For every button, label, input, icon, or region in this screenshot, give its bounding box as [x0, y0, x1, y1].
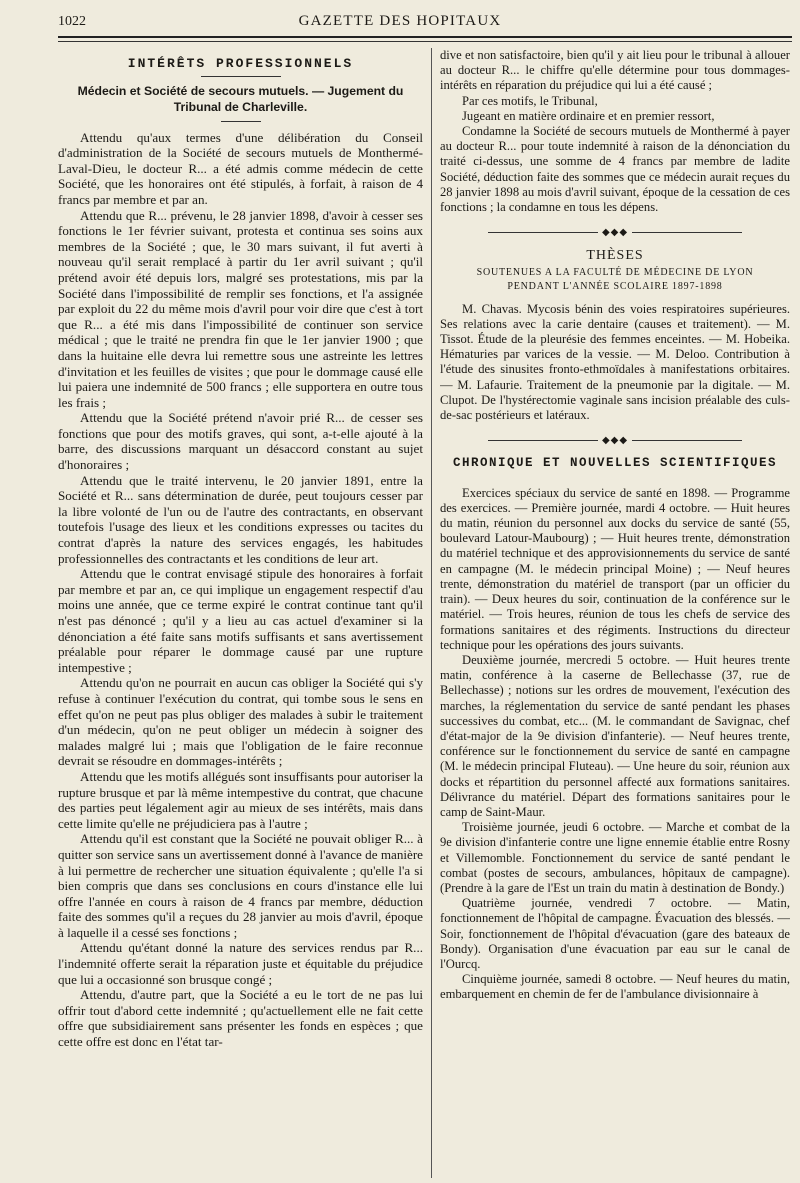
ornament-divider: ◆◆◆	[440, 225, 790, 240]
paragraph: Jugeant en matière ordinaire et en premier ressort,	[462, 108, 715, 123]
paragraph: dive et non satisfactoire, bien qu'il y ait lieu pour le tribunal à allouer au docteur R... le chiffre qu'elle détermine pour tous dommages-intérêts en réparation du préjudice qui lui a été causé ;	[440, 48, 790, 93]
article-subtitle: Médecin et Société de secours mutuels. — Jugement du Tribunal de Charleville.	[77, 83, 404, 114]
chronique-paragraph: Exercices spéciaux du service de santé en 1898. — Programme des exercices. — Première journée, mardi 4 octobre. — Huit heures du matin, réunion du personnel aux docks du service de santé (55, boulevard Latour-Maubourg) ; — Huit heures trente, démonstration du matériel technique et des approvisionnements du service de santé en campagne (M. le médecin principal Moine) ; — Neuf heures trente, démonstration du matériel de transport (par un officier du train). — Deux heures du soir, continuation de la conférence sur le matériel. — Trois heures, réunion de tous les chefs de service des formations sanitaires et des régiments. Instructions du directeur technique pour les opérations des jours suivants.	[440, 485, 790, 652]
chronique-title: CHRONIQUE ET NOUVELLES SCIENTIFIQUES	[452, 456, 778, 471]
theses-subtitle	[440, 266, 790, 294]
paragraph: Attendu que le contrat envisagé stipule des honoraires à forfait par membre et par an, ce qui implique un engagement respectif d'au moins une année, que ce terme expiré le contrat continue tant qu'il n'est pas dénoncé ; qu'il y a lieu au cas actuel d'examiner si la dénonciation a été faite sans motifs suffisants et sans avertissement préalable pour réparer le dommage causé par une rupture intempestive ;	[58, 566, 423, 675]
paragraph: Attendu que le traité intervenu, le 20 janvier 1891, entre la Société et R... sans détermination de durée, peut toujours cesser par la libre volonté de l'un ou de l'autre des contractants, en observant toutefois l'usage des lieux et les conditions expresses ou tacites du contrat d'après la nature des services engagés, les habitudes professionnelles des contractants et les conditions de leur art.	[58, 472, 423, 566]
section-title: INTÉRÊTS PROFESSIONNELS	[127, 56, 354, 71]
paragraph: Attendu que R... prévenu, le 28 janvier 1898, d'avoir à cesser ses fonctions le 1er février suivant, protesta et continua ses soins aux membres de la Société ; que, le 30 mars suivant, il fut averti à nouveau qu'il serait remplacé à partir du 1er avril suivant ; qu'il prétend avoir été depuis lors, malgré ses protestations, mis par la Société dans l'impossibilité de remplir ses fonctions, et l'a assignée par exploit du 22 du même mois d'avril pour voir dire que c'est à tort que R... a été mis dans l'impossibilité de continuer son service médical ; que le traité ne prendra fin que le 1er janvier 1900 ; que dans la huitaine elle devra lui remettre sous une astreinte les lettres d'invitation et les feuilles de visites ; que pour le dommage causé elle lui paiera une indemnité de 500 francs ; elle supportera en outre tous les frais ;	[58, 207, 423, 410]
theses-list: M. Chavas. Mycosis bénin des voies respiratoires supérieures. Ses relations avec la carie dentaire (causes et traitement). — M. Tissot. Étude de la pleurésie des femmes enceintes. — M. Hobeika. Hématuries par varices de la vessie. — M. Deloo. Contribution à l'étude des sinusites fronto-ethmoïdales à manifestations orbitaires. — M. Lafaurie. Traitement de la pneumonie par la digitale. — M. Clupot. De l'hystérectomie vaginale sans incision préalable des culs-de-sac postérieurs et latéraux.	[440, 301, 790, 423]
chronique-paragraph: Troisième journée, jeudi 6 octobre. — Marche et combat de la 9e division d'infanterie contre une ligne ennemie établie entre Rosny et Villemomble. Fonctionnement du service de santé pendant le combat (postes de secours, ambulances, hôpitaux de campagne). (Prendre à la gare de l'Est un train du matin à destination de Bondy.)	[440, 820, 790, 895]
header-rule	[58, 36, 792, 38]
journal-title: GAZETTE DES HOPITAUX	[298, 13, 502, 29]
chronique-paragraph: Deuxième journée, mercredi 5 octobre. — Huit heures trente matin, conférence à la caserne de Bellechasse (37, rue de Bellechasse) ; notions sur les ordres de mouvement, l'exécution des marches, la réglementation du service de santé pendant les phases successives du combat, etc... (M. le commandant de Savignac, chef d'état-major de la 9e division d'infanterie). — Neuf heures trente, conférence sur le fonctionnement du service de santé en campagne (M. le médecin principal Fluteau). — Une heure du soir, réunion aux docks et répartition du personnel affecté aux formations sanitaires. Délivrance du matériel. Départ des formations sanitaires pour le camp de Saint-Maur.	[440, 652, 790, 819]
header-rule-thin	[58, 41, 792, 42]
paragraph: Attendu qu'aux termes d'une délibération du Conseil d'administration de la Société de secours mutuels de Monthermé-Laval-Dieu, le docteur R... a été admis comme médecin de cette Société, que les honoraires ont été stipulés, à forfait, à raison de 4 francs par membre et par an.	[58, 129, 423, 207]
chronique-body	[440, 486, 790, 1003]
theses-subtitle-line: PENDANT L'ANNÉE SCOLAIRE 1897-1898	[507, 280, 723, 292]
chronique-paragraph: Quatrième journée, vendredi 7 octobre. — Matin, fonctionnement de l'hôpital de campagne. Évacuation des blessés. — Soir, fonctionnement de l'hôpital d'évacuation (gare des bateaux de Bondy). Organisation d'une évacuation par eau sur le canal de l'Ourcq.	[440, 896, 790, 971]
separator	[221, 121, 261, 122]
right-column	[440, 48, 790, 1178]
paragraph: Attendu, d'autre part, que la Société a eu le tort de ne pas lui offrir tout d'abord cette indemnité ; qu'actuellement elle ne fait cette offre que subsidiairement sans présenter les fonds en espèces ; que cette offre est donc en l'état tar-	[58, 987, 423, 1050]
page-number: 1022	[58, 14, 86, 29]
paragraph: Condamne la Société de secours mutuels de Monthermé à payer au docteur R... pour toute indemnité à raison de la dénonciation du traité ci-dessus, une somme de 4 francs par membre de ladite Société, déduction faite des sommes que ce médecin aurait reçues du 28 janvier 1898 au mois d'avril suivant, époque de la cessation de ces fonctions ; la condamne en tous les dépens.	[440, 124, 790, 215]
paragraph: Par ces motifs, le Tribunal,	[462, 93, 598, 108]
theses-title: THÈSES	[586, 248, 644, 264]
paragraph: Attendu que la Société prétend n'avoir prié R... de cesser ses fonctions que pour des motifs graves, qui sont, a-t-elle ajouté à la barre, des discussions marquant un désaccord constant au sujet d'honoraires ;	[58, 410, 423, 473]
chronique-paragraph: Cinquième journée, samedi 8 octobre. — Neuf heures du matin, embarquement en chemin de fer de l'ambulance divisionnaire à	[440, 972, 790, 1002]
separator	[201, 76, 281, 77]
paragraph: Attendu qu'on ne pourrait en aucun cas obliger la Société qui s'y refuse à continuer l'exécution du contrat, qui tombe sous le sens en effet qu'on ne peut pas plus obliger des malades à subir le traitement d'un médecin, qu'on ne peut obliger un médecin à soigner des malades malgré lui ; mais que l'obligation de le faire reconnue devrait se résoudre en dommages-intérêts ;	[58, 675, 423, 769]
theses-subtitle-line: SOUTENUES A LA FACULTÉ DE MÉDECINE DE LYON	[476, 266, 754, 278]
left-column	[58, 48, 423, 1178]
ornament-divider: ◆◆◆	[440, 433, 790, 448]
paragraph: Attendu qu'il est constant que la Société ne pouvait obliger R... à quitter son service sans un avertissement donné à l'avance de manière à lui permettre de rechercher une situation équivalente ; qu'elle l'a si bien compris que dans ses conclusions en cours d'instance elle lui offre l'année en cours à raison de 4 francs par membre, déduction faite des sommes qu'il a reçues du 28 janvier au mois d'avril, époque à laquelle il a cessé ses fonctions ;	[58, 831, 423, 940]
paragraph: Attendu que les motifs allégués sont insuffisants pour autoriser la rupture brusque et par là même intempestive du contrat, que chacune des parties peut légalement agir au mieux de ses intérêts, mais dans cette limite qu'elle ne préjudiciera pas à l'autre ;	[58, 768, 423, 831]
column-divider	[431, 48, 432, 1178]
paragraph: Attendu qu'étant donné la nature des services rendus par R... l'indemnité offerte serait la réparation juste et équitable du préjudice que lui a occasionné son brusque congé ;	[58, 940, 423, 987]
